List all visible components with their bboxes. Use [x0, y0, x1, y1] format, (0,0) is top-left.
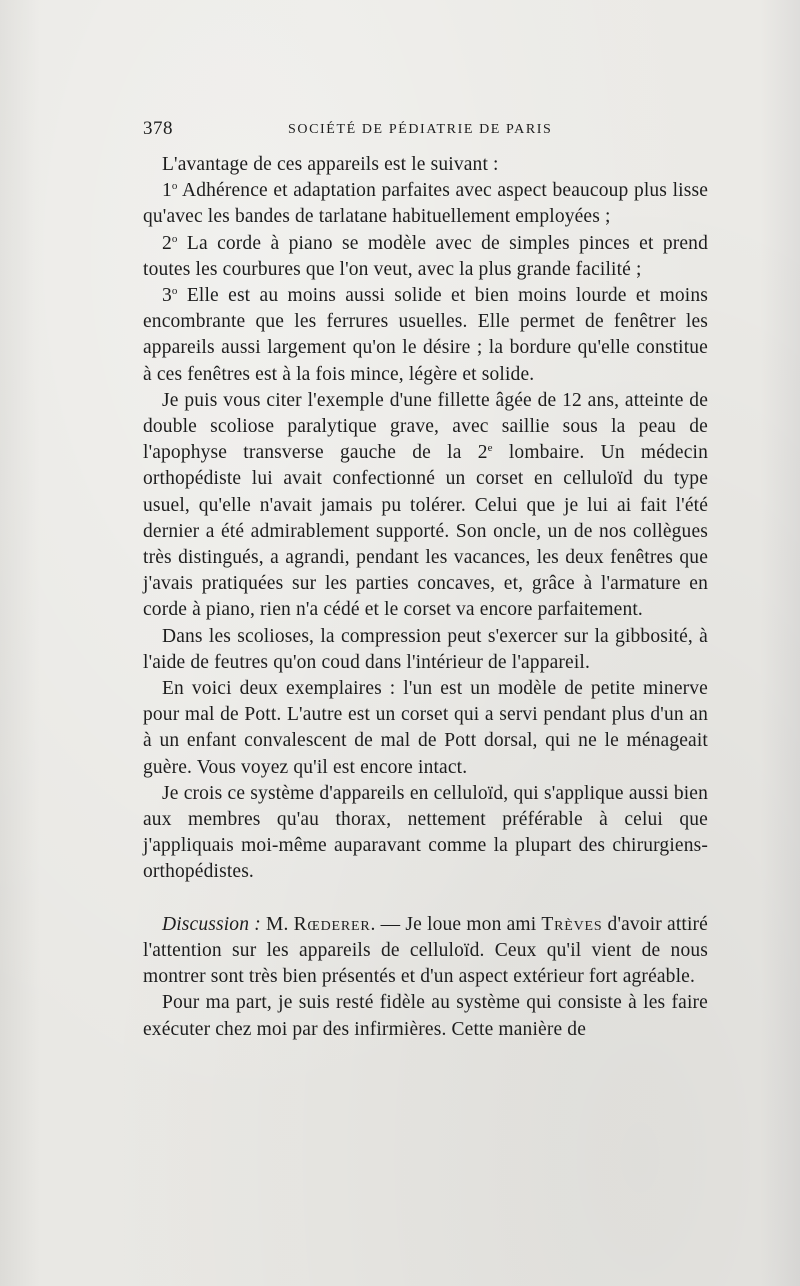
advantage-1-number: 1 — [162, 180, 172, 202]
paragraph-intro: L'avantage de ces appareils est le suivant : — [162, 154, 499, 175]
paragraph-advantage-3 — [143, 283, 708, 388]
advantage-1-ordinal: o — [171, 180, 178, 193]
paragraph-case — [143, 388, 708, 624]
case-ordinal: e — [487, 442, 493, 455]
case-text-b: lombaire. Un médecin orthopédiste lui avait confectionné un corset en celluloïd du type usuel, qu'elle n'avait jamais pu tolérer. Celui que je lui ai fait l'été dernier a été admirablement supporté. Son oncle, un de nos collègues très distingués, a agrandi, pendant les vacances, les deux fenêtres que j'avais pratiquées sur les parties concaves, et, grâce à l'armature en corde à piano, rien n'a cédé et le corset va encore parfaitement. — [143, 442, 708, 621]
discussion-text-a: . — Je loue mon ami — [370, 913, 542, 935]
discussion-text-b: d'avoir attiré l'attention sur les appareils de celluloïd. Ceux qu'il vient de nous montrer sont très bien présentés et d'un aspect extérieur fort agréable. — [143, 913, 708, 988]
discussion-label: Discussion : — [162, 913, 261, 935]
body-text — [143, 152, 708, 1043]
running-title: SOCIÉTÉ DE PÉDIATRIE DE PARIS — [288, 122, 553, 137]
paragraph-scolioses: Dans les scolioses, la compression peut s'exercer sur la gibbosité, à l'aide de feutres qu'on coud dans l'intérieur de l'appareil. — [143, 625, 708, 673]
advantage-2-ordinal: o — [171, 232, 178, 245]
advantage-2-text: La corde à piano se modèle avec de simples pinces et prend toutes les courbures que l'on veut, avec la plus grande facilité ; — [143, 232, 708, 280]
advantage-3-ordinal: o — [171, 285, 178, 298]
paragraph-conclusion: Je crois ce système d'appareils en celluloïd, qui s'applique aussi bien aux membres qu'au thorax, nettement préférable à celui que j'appliquais moi-même auparavant comme la plupart des chirurgiens-orthopédistes. — [143, 782, 708, 883]
paragraph-examples: En voici deux exemplaires : l'un est un modèle de petite minerve pour mal de Pott. L'autre est un corset qui a servi pendant plus d'un an à un enfant convalescent de mal de Pott dorsal, qui ne le ménageait guère. Vous voyez qu'il est encore intact. — [143, 678, 708, 778]
paragraph-advantage-2 — [143, 231, 708, 283]
advantage-1-text: Adhérence et adaptation parfaites avec aspect beaucoup plus lisse qu'avec les bandes de tarlatane habituellement employées ; — [143, 180, 708, 228]
discussion-mister: M. — [260, 913, 294, 935]
paragraph-discussion — [143, 912, 708, 991]
advantage-2-number: 2 — [162, 232, 172, 254]
speaker-name: Rœderer — [293, 913, 371, 935]
advantage-3-text: Elle est au moins aussi solide et bien moins lourde et moins encombrante que les ferrures usuelles. Elle permet de fenêtrer les appareils aussi largement qu'on le désire ; la bordure qu'elle constitue à ces fenêtres est à la fois mince, légère et solide. — [143, 285, 708, 385]
page-number: 378 — [143, 118, 173, 139]
referenced-name: Trèves — [541, 913, 603, 935]
case-text-a: Je puis vous citer l'exemple d'une fillette âgée de 12 ans, atteinte de double scoliose paralytique grave, avec saillie sous la peau de l'apophyse transverse gauche de la 2 — [143, 389, 708, 464]
paragraph-final: Pour ma part, je suis resté fidèle au système qui consiste à les faire exécuter chez moi par des infirmières. Cette manière de — [143, 992, 708, 1040]
page-header — [143, 118, 713, 148]
advantage-3-number: 3 — [162, 285, 172, 307]
paragraph-advantage-1 — [143, 178, 708, 230]
